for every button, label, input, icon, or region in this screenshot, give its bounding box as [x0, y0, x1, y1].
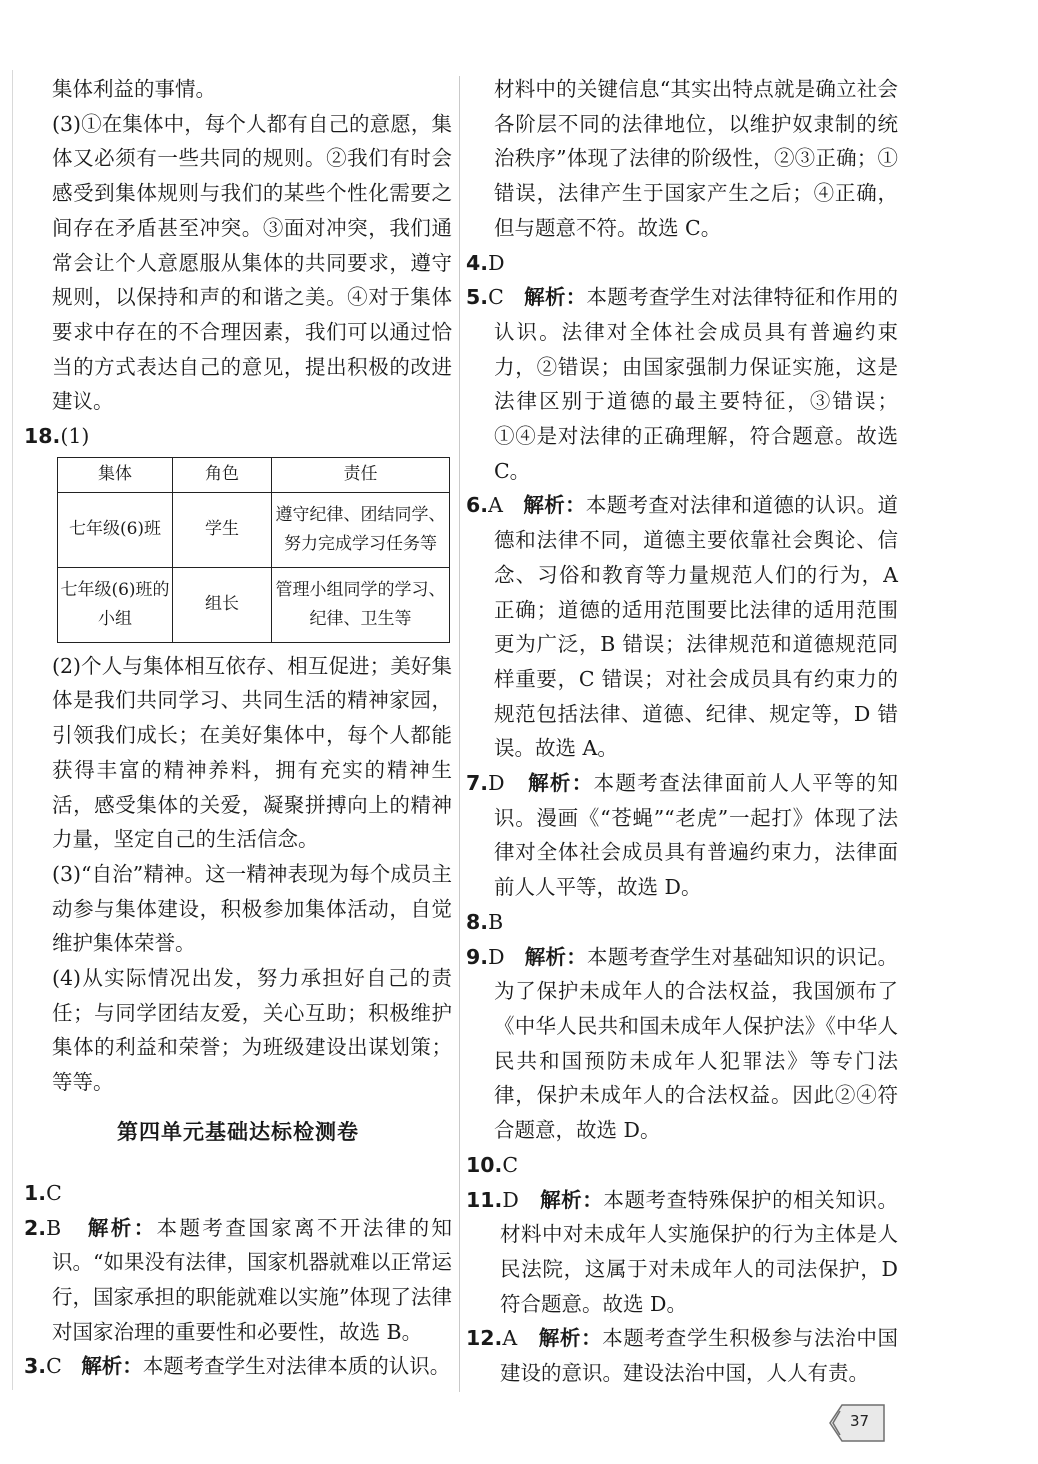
answer-number: 2.: [24, 1215, 47, 1240]
answer-number: 5.: [466, 285, 489, 310]
table-header: 集体: [58, 457, 173, 492]
table-header: 角色: [173, 457, 272, 492]
table-cell: 组长: [173, 567, 272, 642]
answer-item: [466, 1148, 898, 1183]
answer-choice: D: [488, 944, 505, 969]
table-cell: 管理小组同学的学习、纪律、卫生等: [272, 567, 450, 642]
analysis-text: 本题考查学生积极参与法治中国建设的意识。建设法治中国，人人有责。: [500, 1326, 899, 1386]
right-column: [466, 72, 898, 1391]
answer-item: [466, 905, 898, 940]
analysis-text: 本题考查法律面前人人平等的知识。漫画《“苍蝇”“老虎”一起打》体现了法律对全体社会成员具有普遍约束力，法律面前人人平等，故选 D。: [494, 771, 899, 900]
answer-number: 9.: [466, 944, 489, 969]
question-18-header: [24, 419, 452, 454]
answer-choice: A: [502, 1326, 518, 1351]
answer-continuation: 材料中的关键信息“其实出特点就是确立社会各阶层不同的法律地位，以维护奴隶制的统治秩序”体现了法律的阶级性，②③正确；①错误，法律产生于国家产生之后；④正确，但与题意不符。故选 C。: [494, 77, 898, 240]
table-row: [58, 492, 450, 567]
table-header-row: [58, 457, 450, 492]
table-row: [58, 567, 450, 642]
table-header: 责任: [272, 457, 450, 492]
binding-edge: [0, 70, 13, 1390]
answer-item: [466, 246, 898, 281]
answer-number: 8.: [466, 909, 489, 934]
answer-choice: B: [46, 1215, 62, 1240]
answer-item: [24, 1176, 452, 1211]
table-cell: 遵守纪律、团结同学、努力完成学习任务等: [272, 492, 450, 567]
answer-choice: D: [488, 771, 505, 796]
answer-paragraph: (3)①在集体中，每个人都有自己的意愿，集体又必须有一些共同的规则。②我们有时会感受到集体规则与我们的某些个性化需要之间存在矛盾甚至冲突。③面对冲突，我们通常会让个人意愿服从集体的共同要求，遵守规则，以保持和声的和谐之美。④对于集体要求中存在的不合理因素，我们可以通过恰当的方式表达自己的意见，提出积极的改进建议。: [52, 111, 452, 414]
page-number: 37: [850, 1412, 870, 1430]
analysis-label: 解析：: [538, 1326, 603, 1351]
question-number: 18.: [24, 424, 61, 449]
answer-item: [466, 488, 898, 766]
analysis-label: 解析：: [524, 944, 588, 969]
answer-number: 12.: [466, 1326, 503, 1351]
answer-paragraph: 集体利益的事情。: [52, 77, 216, 101]
answer-item: [466, 766, 898, 905]
table-cell: 学生: [173, 492, 272, 567]
analysis-text: 本题考查学生对基础知识的识记。为了保护未成年人的合法权益，我国颁布了《中华人民共和国未成年人保护法》《中华人民共和国预防未成年人犯罪法》等专门法律，保护未成年人的合法权益。因此②④符合题意，故选 D。: [494, 944, 899, 1143]
answer-choice: B: [488, 909, 504, 934]
answer-item: [24, 1349, 452, 1384]
answer-number: 11.: [466, 1187, 503, 1212]
analysis-label: 解析：: [523, 493, 586, 518]
answer-item: [466, 1321, 898, 1390]
answer-item: [466, 940, 898, 1148]
answer-number: 1.: [24, 1180, 47, 1205]
section-title: 第四单元基础达标检测卷: [117, 1119, 359, 1144]
left-column: [24, 72, 452, 1384]
answer-number: 6.: [466, 493, 489, 518]
analysis-text: 本题考查学生对法律本质的认识。: [142, 1354, 451, 1379]
analysis-label: 解析：: [87, 1215, 157, 1240]
analysis-text: 本题考查学生对法律特征和作用的认识。法律对全体社会成员具有普遍约束力，②错误；由国家强制力保证实施，这是法律区别于道德的最主要特征，③错误；①④是对法律的正确理解，符合题意。故选 C。: [494, 285, 898, 483]
answer-paragraph: (2)个人与集体相互依存、相互促进；美好集体是我们共同学习、共同生活的精神家园，引领我们成长；在美好集体中，每个人都能获得丰富的精神养料，拥有充实的精神生活，感受集体的关爱，凝聚拼搏向上的精神力量，坚定自己的生活信念。: [52, 653, 452, 852]
analysis-label: 解析：: [81, 1354, 143, 1379]
answer-number: 4.: [466, 250, 489, 275]
answer-paragraph: (3)“自治”精神。这一精神表现为每个成员主动参与集体建设，积极参加集体活动，自觉维护集体荣誉。: [52, 861, 452, 956]
analysis-label: 解析：: [540, 1187, 604, 1212]
answer-choice: C: [46, 1354, 62, 1379]
responsibility-table: [57, 457, 450, 643]
analysis-label: 解析：: [528, 771, 594, 796]
answer-choice: D: [502, 1187, 519, 1212]
analysis-text: 本题考查对法律和道德的认识。道德和法律不同，道德主要依靠社会舆论、信念、习俗和教育等力量规范人们的行为，A 正确；道德的适用范围要比法律的适用范围更为广泛，B 错误；法律规范和道德规范同样重要，C 错误；对社会成员具有约束力的规范包括法律、道德、纪律、规定等，D 错误。故选 A。: [494, 493, 898, 761]
answer-choice: C: [488, 285, 504, 310]
table-cell: 七年级(6)班的小组: [58, 567, 173, 642]
answer-item: [24, 1211, 452, 1350]
answer-item: [466, 280, 898, 488]
answer-choice: C: [46, 1180, 62, 1205]
answer-choice: D: [488, 250, 505, 275]
answer-item: [466, 1183, 898, 1322]
answer-number: 10.: [466, 1152, 503, 1177]
analysis-text: 本题考查国家离不开法律的知识。“如果没有法律，国家机器就难以正常运行，国家承担的职能就难以实施”体现了法律对国家治理的重要性和必要性，故选 B。: [52, 1215, 452, 1344]
table-cell: 七年级(6)班: [58, 492, 173, 567]
answer-choice: A: [488, 493, 503, 518]
column-divider: [459, 76, 460, 1392]
answer-number: 7.: [466, 771, 489, 796]
analysis-label: 解析：: [524, 285, 587, 310]
answer-number: 3.: [24, 1354, 47, 1379]
analysis-text: 本题考查特殊保护的相关知识。材料中对未成年人实施保护的行为主体是人民法院，这属于对未成年人的司法保护，D 符合题意。故选 D。: [500, 1187, 899, 1316]
page-number-badge: [828, 1402, 888, 1444]
answer-paragraph: (4)从实际情况出发，努力承担好自己的责任；与同学团结友爱，关心互助；积极维护集体的利益和荣誉；为班级建设出谋划策；等等。: [52, 966, 452, 1095]
sub-question-label: (1): [60, 424, 90, 449]
answer-choice: C: [502, 1152, 519, 1177]
